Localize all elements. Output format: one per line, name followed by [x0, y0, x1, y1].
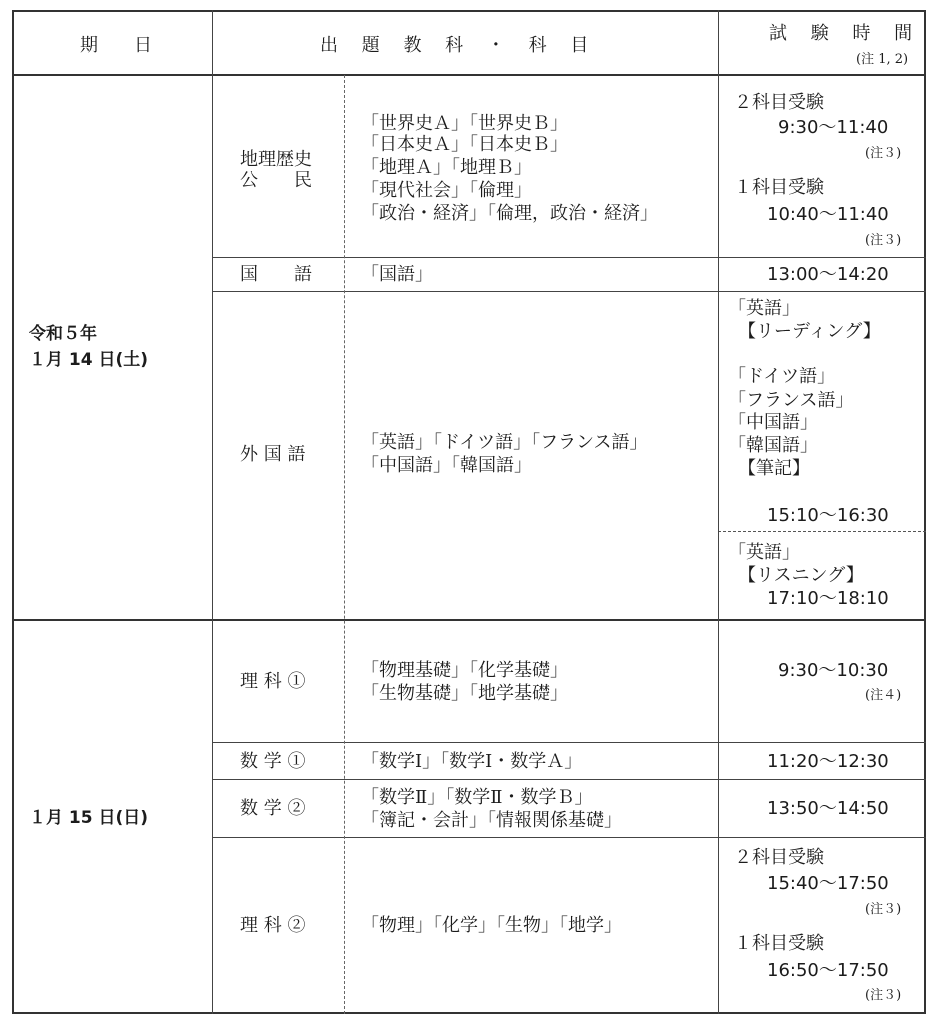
time-subject: 「英語」: [728, 542, 800, 563]
time-note: (注３): [865, 233, 902, 248]
row-divider: [212, 779, 926, 780]
header-subject: 出 題 教 科 ・ 科 目: [320, 35, 598, 56]
time-value: 17:10〜18:10: [767, 588, 889, 609]
time-value: 10:40〜11:40: [767, 204, 889, 225]
course-line: 「政治・経済」「倫理，政治・経済」: [361, 203, 658, 224]
col-divider: [718, 10, 719, 1014]
time-note: (注３): [865, 146, 902, 161]
time-section: 【リスニング】: [738, 565, 864, 586]
time-value: 13:50〜14:50: [767, 798, 889, 819]
time-label: ２科目受験: [734, 847, 824, 868]
listening-divider: [718, 531, 926, 532]
time-value: 9:30〜10:30: [778, 660, 889, 681]
subject-rika2: 理 科 ②: [240, 915, 306, 936]
time-value: 15:10〜16:30: [767, 505, 889, 526]
course-line: 「地理Ａ」「地理Ｂ」: [361, 157, 532, 178]
time-label: １科目受験: [734, 933, 824, 954]
time-note: (注３): [865, 988, 902, 1003]
subject-sugaku2: 数 学 ②: [240, 798, 306, 819]
day-divider: [12, 619, 926, 621]
course-line: 「中国語」「韓国語」: [361, 455, 532, 476]
subject-kokugo: 国 語: [240, 264, 312, 285]
subject-sugaku1: 数 学 ①: [240, 751, 306, 772]
row-divider: [212, 257, 926, 258]
course-line: 「生物基礎」「地学基礎」: [361, 683, 568, 704]
time-value: 15:40〜17:50: [767, 873, 889, 894]
header-time: 試 験 時 間: [769, 23, 922, 44]
time-value: 11:20〜12:30: [767, 751, 889, 772]
subject-komin: 公 民: [240, 170, 312, 191]
course-line: 「日本史Ａ」「日本史Ｂ」: [361, 134, 568, 155]
course-line: 「英語」「ドイツ語」「フランス語」: [361, 432, 648, 453]
course-line: 「物理基礎」「化学基礎」: [361, 660, 568, 681]
header-divider: [12, 74, 926, 76]
header-date: 期 日: [80, 35, 161, 56]
day1-date-line2: １月 14 日(土): [29, 350, 149, 370]
time-label: ２科目受験: [734, 92, 824, 113]
time-section: 【筆記】: [738, 458, 810, 479]
time-subject: 「フランス語」: [728, 390, 854, 411]
col-divider: [212, 10, 213, 1014]
time-label: １科目受験: [734, 177, 824, 198]
time-value: 9:30〜11:40: [778, 117, 889, 138]
time-value: 13:00〜14:20: [767, 264, 889, 285]
time-subject: 「中国語」: [728, 412, 818, 433]
exam-schedule-table: [12, 10, 926, 1014]
day1-date-line1: 令和５年: [29, 324, 97, 344]
time-subject: 「英語」: [728, 298, 800, 319]
time-note: (注４): [865, 688, 902, 703]
row-divider: [212, 742, 926, 743]
row-divider: [212, 837, 926, 838]
time-subject: 「ドイツ語」: [728, 366, 836, 387]
course-line: 「数学Ⅱ」「数学Ⅱ・数学Ｂ」: [361, 787, 593, 808]
course-line: 「国語」: [361, 264, 433, 285]
time-section: 【リーディング】: [738, 321, 881, 342]
subject-chireki: 地理歴史: [240, 149, 312, 170]
col-divider-dotted: [344, 75, 345, 1014]
course-line: 「物理」「化学」「生物」「地学」: [361, 915, 622, 936]
header-time-note: (注 1, 2): [856, 52, 909, 67]
subject-rika1: 理 科 ①: [240, 671, 306, 692]
course-line: 「数学Ⅰ」「数学Ⅰ・数学Ａ」: [361, 751, 583, 772]
subject-gaikokugo: 外 国 語: [240, 444, 306, 465]
course-line: 「現代社会」「倫理」: [361, 180, 532, 201]
row-divider: [212, 291, 926, 292]
time-note: (注３): [865, 902, 902, 917]
course-line: 「世界史Ａ」「世界史Ｂ」: [361, 113, 568, 134]
time-subject: 「韓国語」: [728, 435, 818, 456]
time-value: 16:50〜17:50: [767, 960, 889, 981]
course-line: 「簿記・会計」「情報関係基礎」: [361, 810, 622, 831]
day2-date: １月 15 日(日): [29, 808, 149, 828]
